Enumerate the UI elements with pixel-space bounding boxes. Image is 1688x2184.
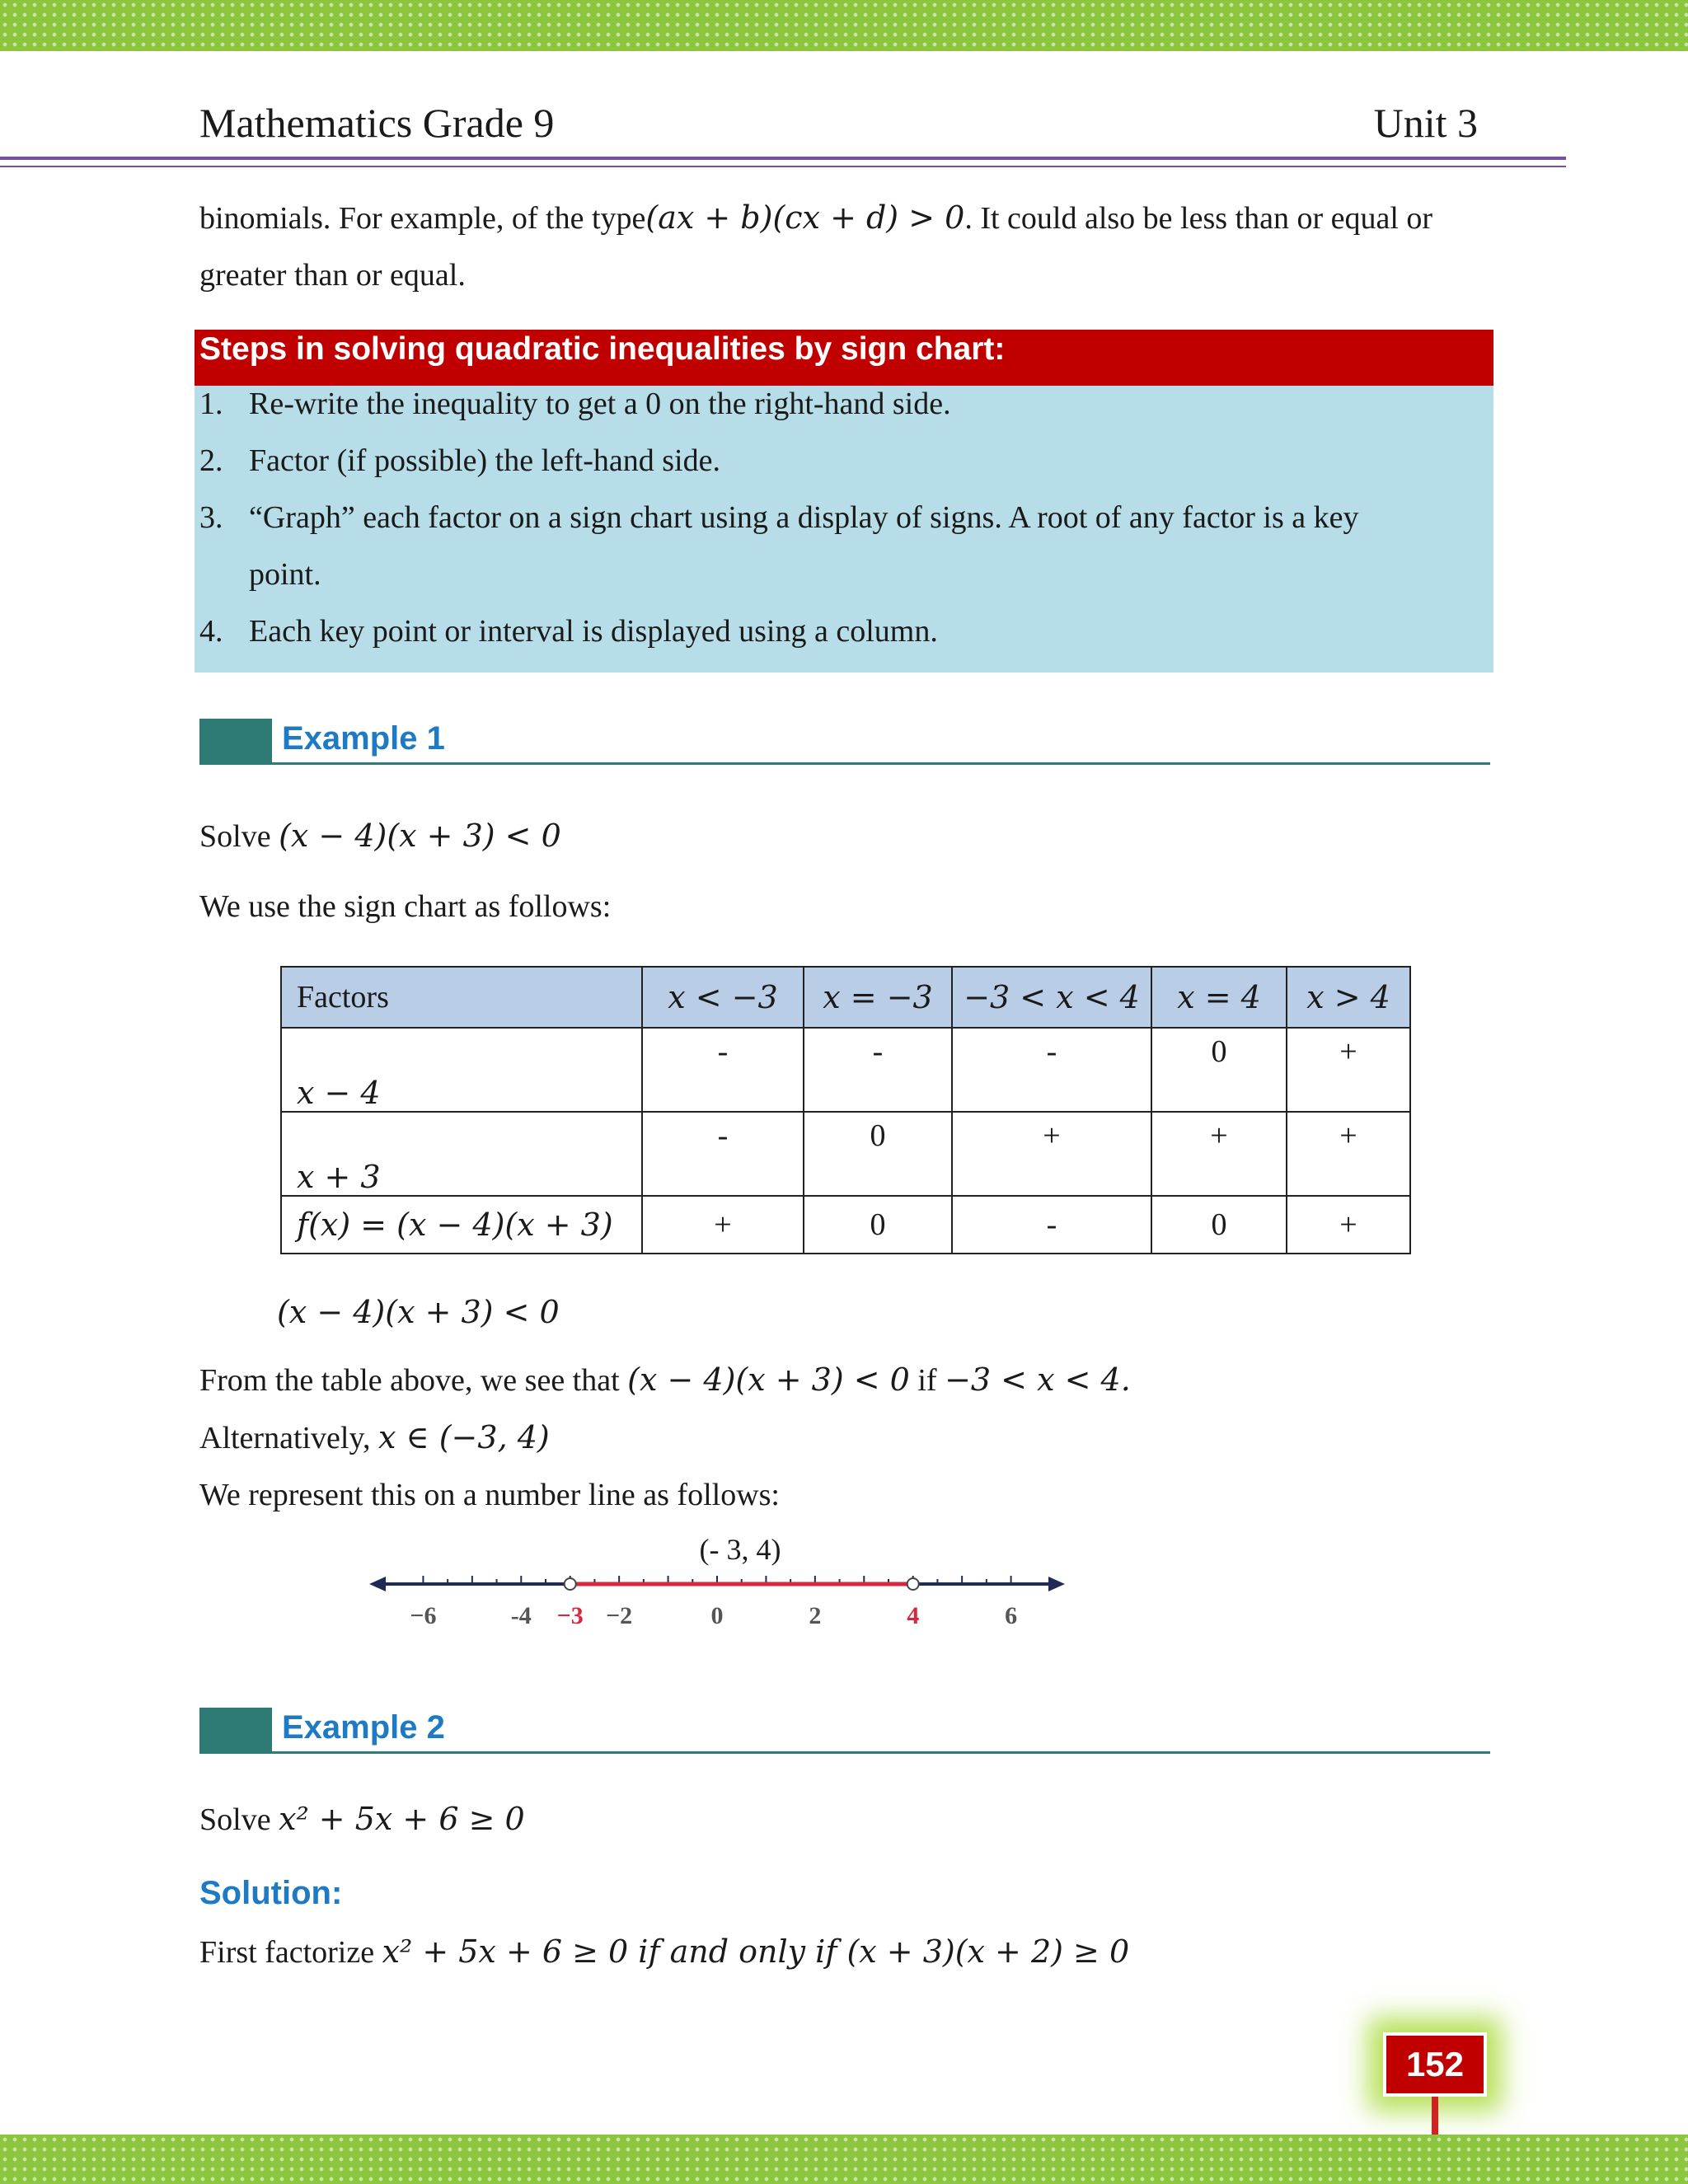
table-header: x > 4 <box>1287 967 1410 1028</box>
restated-inequality: (x − 4)(x + 3) < 0 <box>277 1294 560 1330</box>
steps-heading: Steps in solving quadratic inequalities by sign chart: <box>195 330 1493 386</box>
solution-label: Solution: <box>199 1875 343 1911</box>
intro-line-2: greater than or equal. <box>199 258 466 293</box>
step-item-continuation: point. <box>249 557 321 592</box>
right-arrow <box>1048 1577 1065 1591</box>
table-header: x = −3 <box>804 967 952 1028</box>
table-header: −3 < x < 4 <box>952 967 1151 1028</box>
step-item: 1. Re-write the inequality to get a 0 on the right-hand side. <box>199 387 951 421</box>
sign-cell: 0 <box>804 1196 952 1254</box>
sign-cell: - <box>642 1028 804 1112</box>
book-title: Mathematics Grade 9 <box>199 100 555 146</box>
sign-cell: 0 <box>1151 1028 1287 1112</box>
sign-cell: + <box>1151 1112 1287 1196</box>
tick-label: 6 <box>1005 1602 1018 1629</box>
number-line <box>354 1525 1080 1632</box>
open-endpoint-left <box>565 1578 576 1590</box>
table-header: x = 4 <box>1151 967 1287 1028</box>
table-row <box>281 1028 1410 1112</box>
table-row <box>281 1196 1410 1254</box>
tick-label: 4 <box>907 1602 920 1629</box>
example-2-problem: Solve x² + 5x + 6 ≥ 0 <box>199 1801 525 1837</box>
sign-cell: + <box>642 1196 804 1254</box>
table-header: x < −3 <box>642 967 804 1028</box>
example-2-label: Example 2 <box>282 1709 445 1746</box>
interval-label: (- 3, 4) <box>699 1533 781 1566</box>
sign-cell: 0 <box>1151 1196 1287 1254</box>
sign-cell: + <box>1287 1028 1410 1112</box>
sign-cell: + <box>1287 1112 1410 1196</box>
top-decorative-band <box>0 0 1688 51</box>
factorize-line: First factorize x² + 5x + 6 ≥ 0 if and only if (x + 3)(x + 2) ≥ 0 <box>199 1933 1130 1970</box>
tick-label: 2 <box>809 1602 822 1629</box>
sign-cell: - <box>804 1028 952 1112</box>
table-header-row <box>281 967 1410 1028</box>
tick-label: −6 <box>410 1602 437 1629</box>
tick-label: −2 <box>606 1602 633 1629</box>
sign-cell: - <box>952 1196 1151 1254</box>
number-line-intro: We represent this on a number line as follows: <box>199 1478 780 1512</box>
intro-text-end: . It could also be less than or equal or <box>964 201 1433 236</box>
steps-box <box>195 386 1493 673</box>
factor-cell: x + 3 <box>281 1112 642 1196</box>
example-1-problem: Solve (x − 4)(x + 3) < 0 <box>199 818 561 854</box>
sign-cell: - <box>952 1028 1151 1112</box>
step-item: 4. Each key point or interval is displayed using a column. <box>199 614 938 649</box>
step-item: 3. “Graph” each factor on a sign chart using a display of signs. A root of any factor is a key <box>199 500 1359 535</box>
sign-chart-table <box>280 966 1411 1254</box>
example-underline <box>272 762 1490 765</box>
step-item: 2. Factor (if possible) the left-hand side. <box>199 443 720 478</box>
sign-cell: - <box>642 1112 804 1196</box>
intro-math: (ax + b)(cx + d) > 0 <box>645 199 965 236</box>
sign-cell: + <box>1287 1196 1410 1254</box>
factor-cell: x − 4 <box>281 1028 642 1112</box>
table-header: Factors <box>281 967 642 1028</box>
bottom-decorative-band <box>0 2135 1688 2184</box>
header-rule <box>0 157 1566 160</box>
page-number-stem <box>1432 2097 1438 2138</box>
sign-chart-intro: We use the sign chart as follows: <box>199 889 612 924</box>
example-underline <box>272 1751 1490 1754</box>
conclusion-line: From the table above, we see that (x − 4)(x + 3) < 0 if −3 < x < 4. <box>199 1361 1131 1398</box>
tick-label: −3 <box>556 1602 584 1629</box>
header-rule-thin <box>0 166 1566 167</box>
example-marker <box>199 719 272 765</box>
example-2-heading <box>199 1708 1490 1754</box>
table-row <box>281 1112 1410 1196</box>
example-marker <box>199 1708 272 1754</box>
alternative-line: Alternatively, x ∈ (−3, 4) <box>199 1419 550 1455</box>
open-endpoint-right <box>907 1578 919 1590</box>
unit-label: Unit 3 <box>1373 100 1478 146</box>
sign-cell: + <box>952 1112 1151 1196</box>
example-1-heading <box>199 719 1490 765</box>
sign-cell: 0 <box>804 1112 952 1196</box>
intro-text: binomials. For example, of the type <box>199 201 646 236</box>
number-line-marks <box>369 1576 1065 1629</box>
tick-label: -4 <box>510 1602 532 1629</box>
factor-cell: f(x) = (x − 4)(x + 3) <box>281 1196 642 1254</box>
intro-line-1 <box>199 198 1432 239</box>
tick-label: 0 <box>710 1602 724 1629</box>
left-arrow <box>369 1577 386 1591</box>
example-1-label: Example 1 <box>282 720 445 757</box>
page-number: 152 <box>1383 2032 1487 2097</box>
